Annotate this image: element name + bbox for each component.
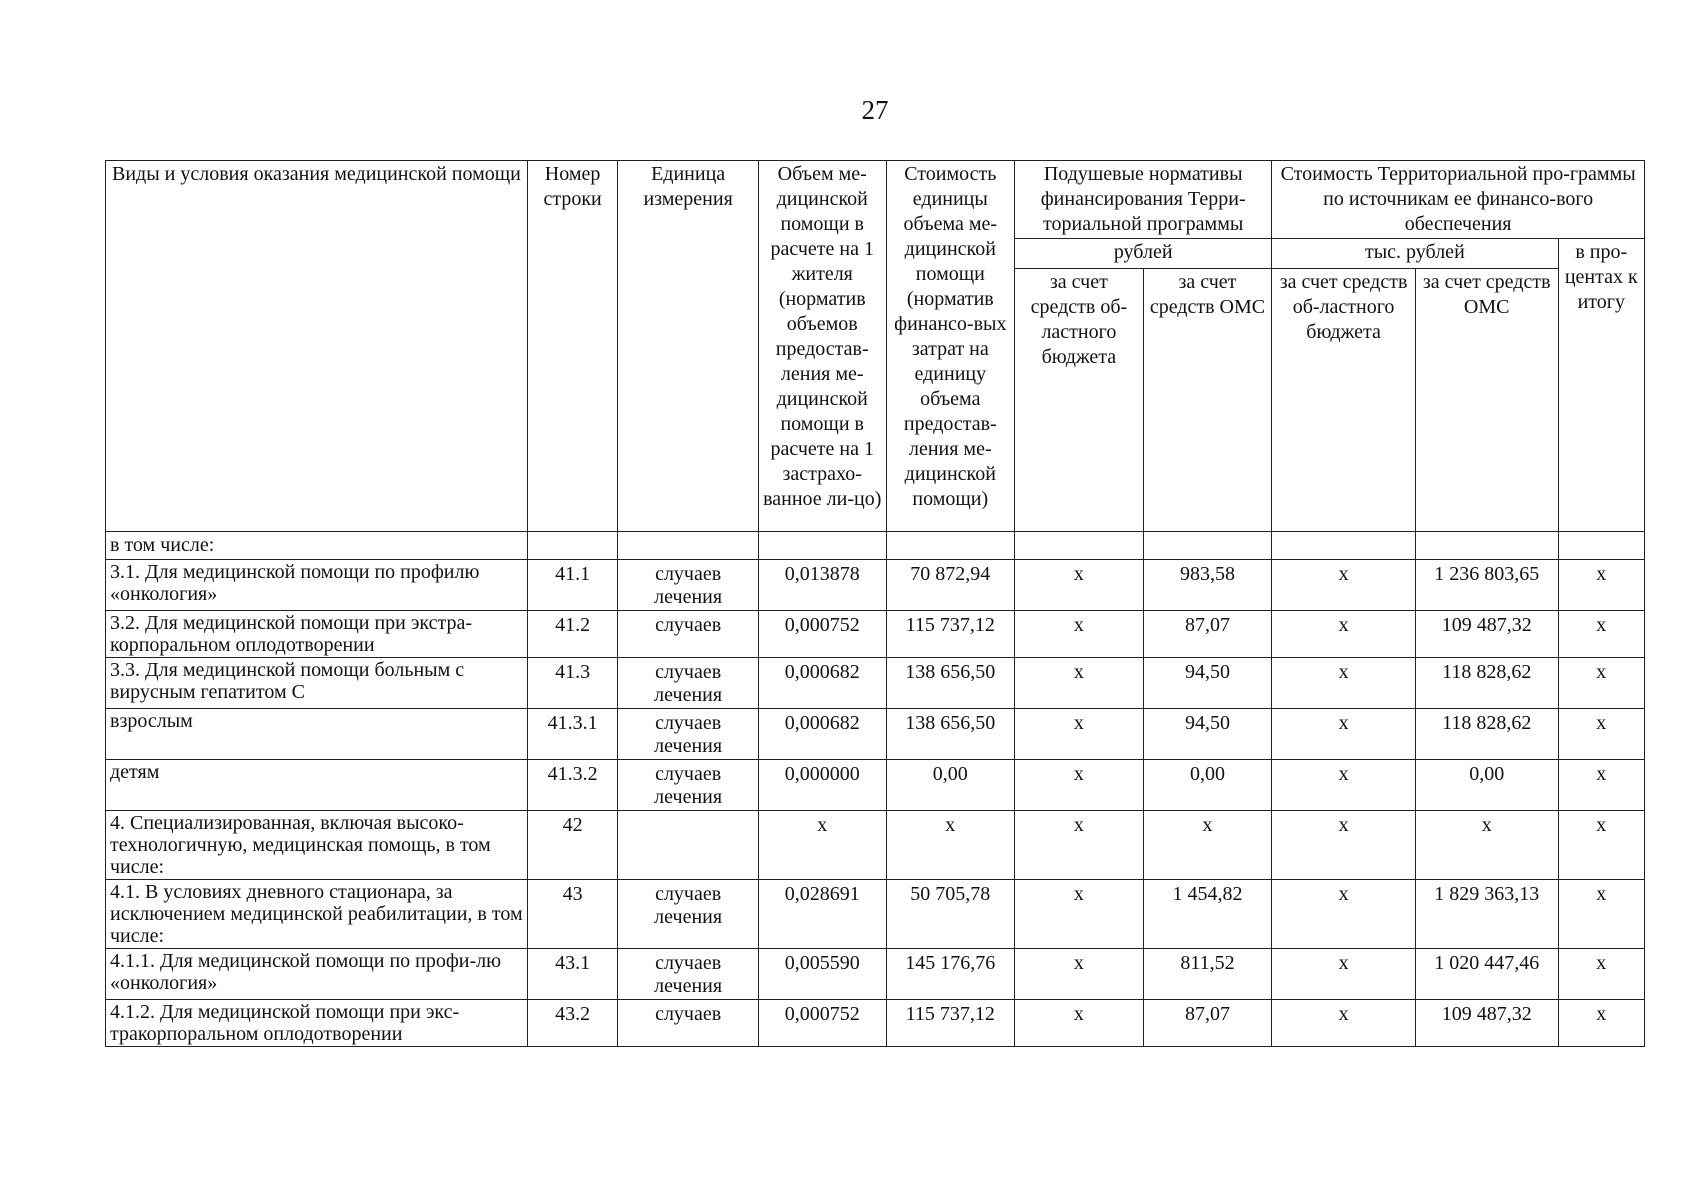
row-program-oms: 109 487,32 bbox=[1415, 1000, 1558, 1047]
row-name: 4.1.1. Для медицинской помощи по профи-лю «онкология» bbox=[106, 949, 528, 1000]
section-label: в том числе: bbox=[106, 532, 528, 560]
row-program-percent: х bbox=[1558, 811, 1644, 880]
header-volume: Объем ме-дицинской помощи в расчете на 1 жителя (норматив объемов предостав-ления ме-дицинской помощи в расчете на 1 застрахо-ванное ли-цо) bbox=[758, 161, 886, 532]
row-per-capita-oms: 983,58 bbox=[1143, 560, 1272, 611]
header-program-units: тыс. рублей bbox=[1272, 239, 1558, 269]
row-per-capita-oms: 1 454,82 bbox=[1143, 880, 1272, 949]
row-program-percent: х bbox=[1558, 611, 1644, 658]
row-cost: 115 737,12 bbox=[886, 611, 1015, 658]
row-program-regional: х bbox=[1272, 709, 1416, 760]
row-program-oms: х bbox=[1415, 811, 1558, 880]
row-per-capita-oms: 87,07 bbox=[1143, 611, 1272, 658]
header-row-number: Номер строки bbox=[527, 161, 617, 532]
row-volume: 0,013878 bbox=[758, 560, 886, 611]
row-cost: 0,00 bbox=[886, 760, 1015, 811]
empty-cell bbox=[1558, 532, 1644, 560]
row-cost: 50 705,78 bbox=[886, 880, 1015, 949]
empty-cell bbox=[1272, 532, 1416, 560]
row-number: 42 bbox=[527, 811, 617, 880]
empty-cell bbox=[1143, 532, 1272, 560]
row-number: 41.1 bbox=[527, 560, 617, 611]
row-volume: х bbox=[758, 811, 886, 880]
header-program-group: Стоимость Территориальной про-граммы по источникам ее финансо-вого обеспечения bbox=[1272, 161, 1645, 239]
row-unit: случаев лечения bbox=[618, 880, 759, 949]
row-number: 41.3.2 bbox=[527, 760, 617, 811]
row-program-oms: 118 828,62 bbox=[1415, 709, 1558, 760]
row-program-oms: 1 236 803,65 bbox=[1415, 560, 1558, 611]
header-kind: Виды и условия оказания медицинской помощи bbox=[106, 161, 528, 532]
row-name: 3.1. Для медицинской помощи по профилю «онкология» bbox=[106, 560, 528, 611]
row-cost: 145 176,76 bbox=[886, 949, 1015, 1000]
row-volume: 0,000000 bbox=[758, 760, 886, 811]
row-unit: случаев bbox=[618, 611, 759, 658]
row-program-oms: 1 829 363,13 bbox=[1415, 880, 1558, 949]
row-unit: случаев лечения bbox=[618, 658, 759, 709]
row-program-oms: 0,00 bbox=[1415, 760, 1558, 811]
row-program-regional: х bbox=[1272, 658, 1416, 709]
row-program-regional: х bbox=[1272, 760, 1416, 811]
row-volume: 0,000752 bbox=[758, 1000, 886, 1047]
row-name: 3.3. Для медицинской помощи больным с вирусным гепатитом С bbox=[106, 658, 528, 709]
row-name: 3.2. Для медицинской помощи при экстра-корпоральном оплодотворении bbox=[106, 611, 528, 658]
row-per-capita-regional: х bbox=[1015, 560, 1144, 611]
row-number: 41.3.1 bbox=[527, 709, 617, 760]
header-per-capita-regional: за счет средств об-ластного бюджета bbox=[1015, 269, 1144, 532]
row-program-percent: х bbox=[1558, 560, 1644, 611]
row-per-capita-oms: 87,07 bbox=[1143, 1000, 1272, 1047]
row-cost: 138 656,50 bbox=[886, 658, 1015, 709]
row-per-capita-oms: х bbox=[1143, 811, 1272, 880]
row-program-regional: х bbox=[1272, 811, 1416, 880]
row-unit: случаев лечения bbox=[618, 949, 759, 1000]
row-name: 4.1. В условиях дневного стационара, за исключением медицинской реабилитации, в том числе: bbox=[106, 880, 528, 949]
header-cost: Стоимость единицы объема ме-дицинской помощи (норматив финансо-вых затрат на единицу объема предостав-ления ме-дицинской помощи) bbox=[886, 161, 1015, 532]
row-program-regional: х bbox=[1272, 949, 1416, 1000]
row-program-oms: 109 487,32 bbox=[1415, 611, 1558, 658]
row-program-oms: 118 828,62 bbox=[1415, 658, 1558, 709]
row-volume: 0,000682 bbox=[758, 709, 886, 760]
header-per-capita-oms: за счет средств ОМС bbox=[1143, 269, 1272, 532]
row-per-capita-oms: 94,50 bbox=[1143, 709, 1272, 760]
financing-table bbox=[105, 160, 1645, 1047]
table-row bbox=[106, 611, 1645, 658]
row-per-capita-regional: х bbox=[1015, 760, 1144, 811]
row-per-capita-oms: 811,52 bbox=[1143, 949, 1272, 1000]
row-unit: случаев лечения bbox=[618, 560, 759, 611]
row-name: 4. Специализированная, включая высоко-технологичную, медицинская помощь, в том числе: bbox=[106, 811, 528, 880]
header-per-capita-units: рублей bbox=[1015, 239, 1272, 269]
row-program-regional: х bbox=[1272, 611, 1416, 658]
empty-cell bbox=[1015, 532, 1144, 560]
header-unit: Единица измерения bbox=[618, 161, 759, 532]
row-cost: 115 737,12 bbox=[886, 1000, 1015, 1047]
header-per-capita-group: Подушевые нормативы финансирования Терри-ториальной программы bbox=[1015, 161, 1272, 239]
row-name: детям bbox=[106, 760, 528, 811]
row-cost: 70 872,94 bbox=[886, 560, 1015, 611]
row-program-percent: х bbox=[1558, 949, 1644, 1000]
row-per-capita-regional: х bbox=[1015, 811, 1144, 880]
empty-cell bbox=[618, 532, 759, 560]
row-per-capita-regional: х bbox=[1015, 658, 1144, 709]
row-unit: случаев bbox=[618, 1000, 759, 1047]
table-row bbox=[106, 949, 1645, 1000]
header-program-oms: за счет средств ОМС bbox=[1415, 269, 1558, 532]
row-per-capita-oms: 94,50 bbox=[1143, 658, 1272, 709]
row-volume: 0,005590 bbox=[758, 949, 886, 1000]
table-row bbox=[106, 1000, 1645, 1047]
row-number: 43.1 bbox=[527, 949, 617, 1000]
row-name: взрослым bbox=[106, 709, 528, 760]
row-program-percent: х bbox=[1558, 658, 1644, 709]
row-cost: х bbox=[886, 811, 1015, 880]
empty-cell bbox=[527, 532, 617, 560]
empty-cell bbox=[1415, 532, 1558, 560]
header-program-percent: в про-центах к итогу bbox=[1558, 239, 1644, 532]
row-program-regional: х bbox=[1272, 1000, 1416, 1047]
row-per-capita-oms: 0,00 bbox=[1143, 760, 1272, 811]
row-per-capita-regional: х bbox=[1015, 880, 1144, 949]
table-row bbox=[106, 760, 1645, 811]
page-number: 27 bbox=[861, 95, 889, 125]
row-per-capita-regional: х bbox=[1015, 1000, 1144, 1047]
table-row bbox=[106, 560, 1645, 611]
row-volume: 0,000682 bbox=[758, 658, 886, 709]
empty-cell bbox=[886, 532, 1015, 560]
row-number: 43 bbox=[527, 880, 617, 949]
row-per-capita-regional: х bbox=[1015, 949, 1144, 1000]
row-program-percent: х bbox=[1558, 760, 1644, 811]
row-unit: случаев лечения bbox=[618, 760, 759, 811]
row-unit: случаев лечения bbox=[618, 709, 759, 760]
row-program-regional: х bbox=[1272, 880, 1416, 949]
row-unit bbox=[618, 811, 759, 880]
row-volume: 0,000752 bbox=[758, 611, 886, 658]
table-row bbox=[106, 880, 1645, 949]
row-per-capita-regional: х bbox=[1015, 611, 1144, 658]
row-program-percent: х bbox=[1558, 880, 1644, 949]
empty-cell bbox=[758, 532, 886, 560]
row-program-percent: х bbox=[1558, 709, 1644, 760]
header-program-regional: за счет средств об-ластного бюджета bbox=[1272, 269, 1416, 532]
row-number: 43.2 bbox=[527, 1000, 617, 1047]
row-number: 41.3 bbox=[527, 658, 617, 709]
row-name: 4.1.2. Для медицинской помощи при экс-тракорпоральном оплодотворении bbox=[106, 1000, 528, 1047]
row-cost: 138 656,50 bbox=[886, 709, 1015, 760]
row-volume: 0,028691 bbox=[758, 880, 886, 949]
row-program-regional: х bbox=[1272, 560, 1416, 611]
table-row bbox=[106, 709, 1645, 760]
table-row bbox=[106, 658, 1645, 709]
row-program-oms: 1 020 447,46 bbox=[1415, 949, 1558, 1000]
row-number: 41.2 bbox=[527, 611, 617, 658]
row-program-percent: х bbox=[1558, 1000, 1644, 1047]
row-per-capita-regional: х bbox=[1015, 709, 1144, 760]
table-row bbox=[106, 811, 1645, 880]
table-rows bbox=[106, 560, 1645, 1047]
